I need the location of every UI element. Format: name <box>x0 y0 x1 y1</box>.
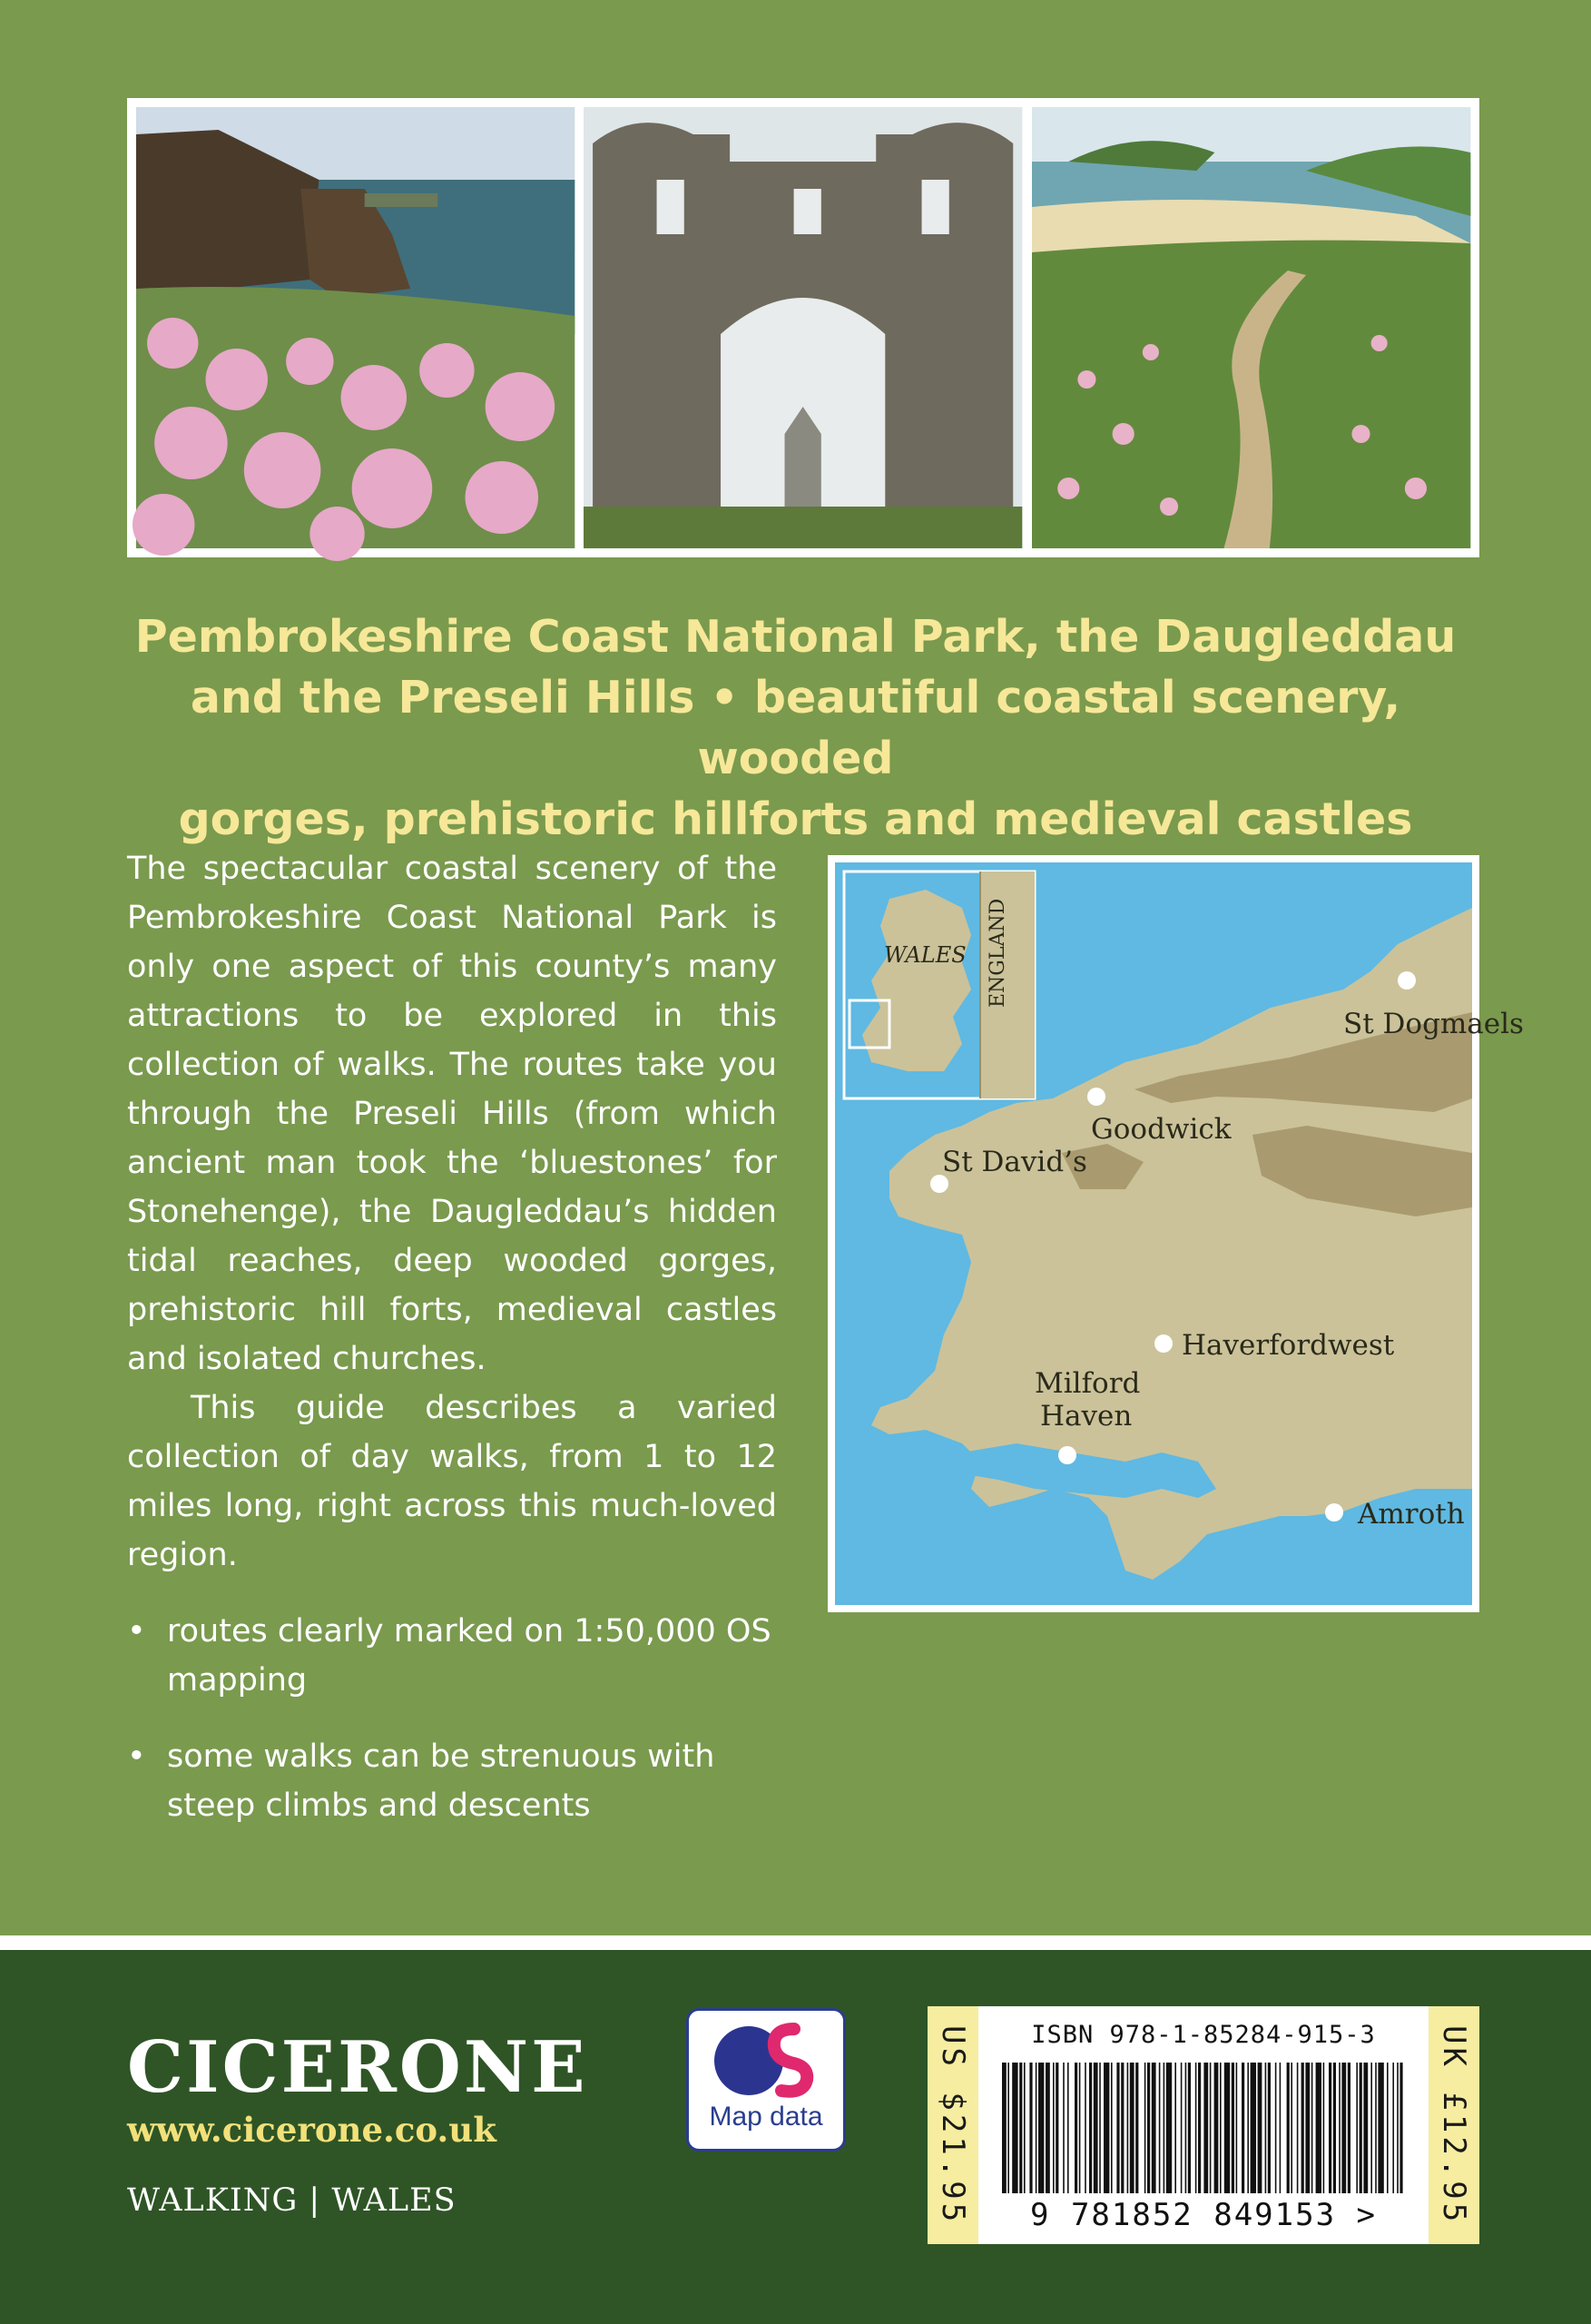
barcode-bar <box>1242 2063 1244 2193</box>
barcode-bar <box>1038 2063 1044 2193</box>
barcode-bar <box>1275 2063 1277 2193</box>
map-label-st-davids: St David’s <box>942 1146 1087 1178</box>
headline <box>91 606 1500 850</box>
map-inset-wales-label: WALES <box>884 942 967 968</box>
barcode-bar <box>1067 2063 1069 2193</box>
panel-divider <box>0 1935 1591 1950</box>
description-paragraph-2: This guide describes a varied collection of day walks, from 1 to 12 miles long, right across this much-loved region. <box>127 1390 777 1573</box>
price-us-text: US $21.95 <box>935 2024 971 2226</box>
os-logo-icon <box>707 2022 830 2100</box>
map-label-haverfordwest: Haverfordwest <box>1182 1329 1395 1362</box>
barcode-bar <box>1280 2063 1282 2193</box>
barcode-bar <box>1214 2063 1219 2193</box>
barcode-bar <box>1311 2063 1313 2193</box>
barcode-bar <box>1024 2063 1026 2193</box>
barcode-bar <box>1104 2063 1109 2193</box>
description <box>127 844 777 1857</box>
headline-line-1: Pembrokeshire Coast National Park, the Daugleddau <box>134 611 1457 663</box>
price-us <box>928 2006 978 2244</box>
barcode-bar <box>1265 2063 1267 2193</box>
barcode-bar <box>1195 2063 1197 2193</box>
barcode-bar <box>1323 2063 1325 2193</box>
barcode-bar <box>1166 2063 1172 2193</box>
barcode-bar <box>1375 2063 1377 2193</box>
book-category: WALKING | WALES <box>127 2182 457 2219</box>
map-town-marker <box>1058 1446 1076 1464</box>
barcode-bar <box>1127 2063 1129 2193</box>
map-label-st-dogmaels: St Dogmaels <box>1343 1008 1524 1040</box>
barcode-bar <box>1251 2063 1256 2193</box>
barcode-bar <box>1305 2063 1310 2193</box>
barcode-bar <box>1360 2063 1362 2193</box>
photo-cliffs <box>136 107 575 548</box>
description-paragraph-1: The spectacular coastal scenery of the Pembrokeshire Coast National Park is only one aspect of this county’s many attractions to be explored in this collection of walks. The routes take you through the Preseli Hills (from which ancient man took the ‘bluestones’ for Stonehenge), the Daugleddau’s hidden tidal reaches, deep wooded gorges, prehistoric hill forts, medieval castles and isolated churches. <box>127 851 777 1377</box>
photo-castle <box>584 107 1022 548</box>
barcode-bar <box>1094 2063 1098 2193</box>
barcode-bar <box>1135 2063 1138 2193</box>
barcode-bar <box>1181 2063 1183 2193</box>
barcode-bar <box>1291 2063 1292 2193</box>
barcode-bar <box>1333 2063 1336 2193</box>
barcode-bar <box>1029 2063 1032 2193</box>
barcode-bar <box>1144 2063 1146 2193</box>
barcode-bar <box>1036 2063 1037 2193</box>
barcode-bar <box>1046 2063 1050 2193</box>
map-town-marker <box>1154 1334 1173 1353</box>
barcode-bar <box>1297 2063 1299 2193</box>
barcode-bar <box>1130 2063 1134 2193</box>
barcode-bar <box>1329 2063 1331 2193</box>
feature-item: • routes clearly marked on 1:50,000 OS mapping <box>127 1607 777 1705</box>
isbn-text: ISBN 978-1-85284-915-3 <box>1031 2021 1376 2049</box>
area-map <box>828 855 1524 1612</box>
barcode-bar <box>1232 2063 1234 2193</box>
barcode-bar <box>1019 2063 1022 2193</box>
price-uk <box>1429 2006 1479 2244</box>
photo-strip <box>127 98 1479 557</box>
map-label-milford: Milford <box>1035 1367 1141 1400</box>
barcode-label <box>978 2006 1429 2244</box>
photo-coast-path <box>1032 107 1470 548</box>
barcode-bar <box>1224 2063 1230 2193</box>
barcode-bar <box>1164 2063 1165 2193</box>
map-town-marker <box>1398 971 1416 990</box>
barcode-bar <box>1053 2063 1055 2193</box>
barcode-bar <box>1341 2063 1346 2193</box>
publisher-website[interactable]: www.cicerone.co.uk <box>127 2110 496 2150</box>
barcode-bar <box>1116 2063 1119 2193</box>
feature-item: • some walks can be strenuous with steep climbs and descents <box>127 1732 777 1830</box>
barcode-bar <box>1159 2063 1161 2193</box>
barcode-bar <box>1085 2063 1086 2193</box>
barcode-bar <box>1268 2063 1271 2193</box>
barcode-bar <box>1056 2063 1058 2193</box>
headline-line-3: gorges, prehistoric hillforts and medieval castles <box>178 793 1413 845</box>
barcode-bar <box>1258 2063 1262 2193</box>
barcode-bar <box>1392 2063 1394 2193</box>
barcode-bar <box>1203 2063 1208 2193</box>
barcode-bar <box>1247 2063 1249 2193</box>
barcode-bar <box>1079 2063 1081 2193</box>
ean-digits: 9 781852 849153 > <box>1030 2197 1377 2233</box>
barcode-bar <box>1399 2063 1402 2193</box>
barcode-bar <box>1063 2063 1065 2193</box>
barcode-bar <box>1378 2063 1383 2193</box>
map-town-marker <box>1325 1503 1343 1521</box>
barcode-bar <box>1356 2063 1358 2193</box>
barcode-bar <box>1188 2063 1191 2193</box>
map-label-amroth: Amroth <box>1358 1498 1465 1531</box>
barcode-bar <box>1397 2063 1399 2193</box>
os-map-data-badge <box>686 2008 846 2152</box>
barcode-bar <box>1012 2063 1017 2193</box>
barcode-bar <box>1220 2063 1222 2193</box>
publisher-logo: CICERONE <box>127 2026 588 2109</box>
feature-list <box>127 1607 777 1830</box>
barcode-bar <box>1002 2063 1007 2193</box>
barcode-bar <box>1348 2063 1350 2193</box>
barcode-bar <box>1147 2063 1150 2193</box>
barcode-bar <box>1007 2063 1009 2193</box>
map-town-marker <box>1087 1088 1105 1106</box>
map-inset-england-label: ENGLAND <box>987 898 1009 1008</box>
barcode-bar <box>1287 2063 1290 2193</box>
barcode-bar <box>1387 2063 1389 2193</box>
barcode-bar <box>1370 2063 1372 2193</box>
barcode-bar <box>1316 2063 1321 2193</box>
barcode-bar <box>1185 2063 1187 2193</box>
barcode-bar <box>1099 2063 1101 2193</box>
price-uk-text: UK £12.95 <box>1436 2024 1472 2226</box>
barcode-bar <box>1121 2063 1124 2193</box>
barcode-bar <box>1236 2063 1238 2193</box>
os-badge-caption: Map data <box>709 2102 823 2132</box>
barcode-bar <box>1301 2063 1304 2193</box>
headline-line-2: and the Preseli Hills • beautiful coastal scenery, wooded <box>190 672 1401 784</box>
barcode-bar <box>1174 2063 1176 2193</box>
map-label-haven: Haven <box>1040 1400 1133 1433</box>
barcode-bar <box>1210 2063 1212 2193</box>
barcode-bar <box>1363 2063 1368 2193</box>
map-label-goodwick: Goodwick <box>1091 1113 1232 1146</box>
barcode-bar <box>1152 2063 1156 2193</box>
barcode-bar <box>1075 2063 1077 2193</box>
barcode-bar <box>1089 2063 1092 2193</box>
barcode-bar <box>1198 2063 1201 2193</box>
barcode-bar <box>1339 2063 1341 2193</box>
barcode-panel <box>928 2006 1479 2244</box>
barcode-bar <box>1111 2063 1113 2193</box>
barcode-bars <box>997 2063 1410 2199</box>
